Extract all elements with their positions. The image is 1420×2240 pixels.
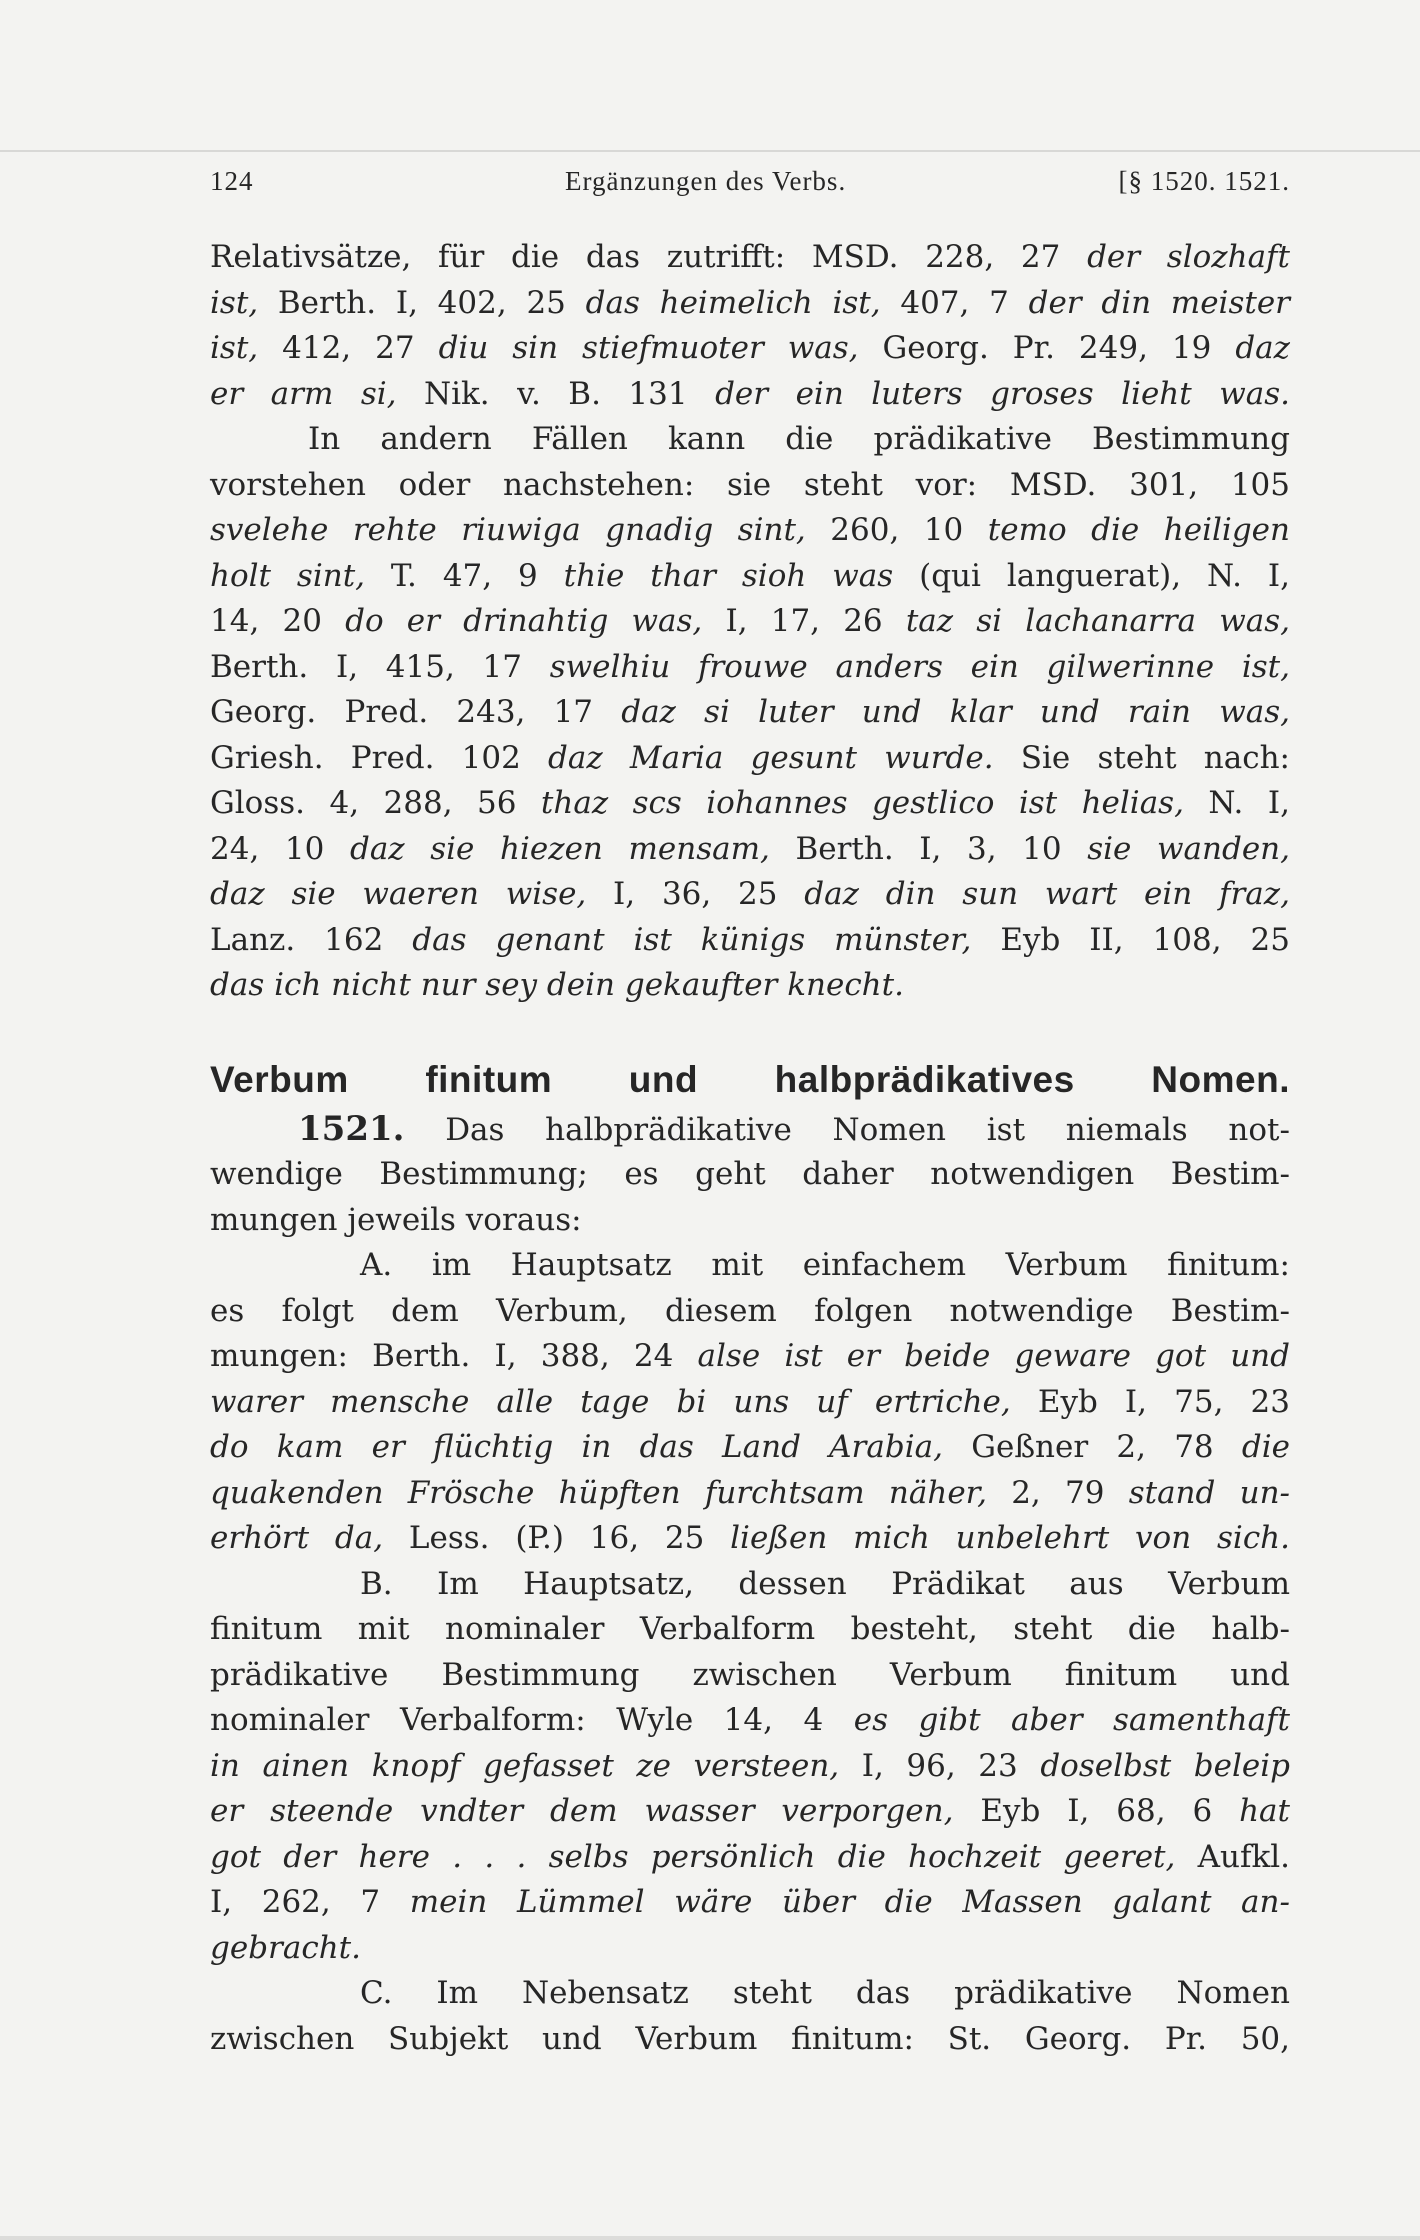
text-line: [210, 1243, 1290, 1289]
line-text: nominaler Verbalform: Wyle 14, 4: [210, 1702, 854, 1738]
cited-text-italic: erhört da,: [210, 1520, 384, 1556]
line-text: es folgt dem Verbum, diesem folgen notwendige Bestim-: [210, 1292, 1290, 1329]
line-text: (qui languerat), N. I,: [893, 557, 1290, 594]
line-text: 412, 27: [258, 330, 439, 366]
line-text: Sie steht nach:: [993, 739, 1291, 776]
text-line: [210, 508, 1290, 554]
cited-text-italic: daz si luter und klar und rain was,: [621, 694, 1290, 730]
cited-text-italic: alse ist er beide geware got und: [697, 1338, 1290, 1374]
text-line: [210, 599, 1290, 645]
cited-text-italic: das genant ist künigs münster,: [412, 921, 972, 958]
paragraph-relative-clauses: [210, 235, 1290, 417]
cited-text-italic: holt sint,: [210, 557, 366, 594]
text-line: [210, 1425, 1290, 1471]
text-line: [210, 645, 1290, 691]
line-text: Berth. I, 3, 10: [769, 830, 1088, 867]
line-text: wendige Bestimmung; es geht daher notwendigen Bestim-: [210, 1156, 1290, 1192]
line-text: I, 96, 23: [839, 1747, 1041, 1784]
line-text: C. Im Nebensatz steht das prädikative Nomen: [360, 1975, 1290, 2011]
cited-text-italic: do er drinahtig was,: [345, 603, 703, 639]
cited-text-italic: hat: [1239, 1793, 1290, 1829]
section-number: 1521.: [298, 1108, 405, 1149]
cited-text-italic: thaz scs iohannes gestlico ist helias,: [540, 785, 1184, 821]
cited-text-italic: taz si lachanarra was,: [905, 603, 1290, 639]
text-line: [210, 1289, 1290, 1335]
cited-text-italic: es gibt aber samenthaft: [853, 1702, 1290, 1738]
line-text: 14, 20: [210, 603, 346, 639]
line-text: 24, 10: [210, 830, 350, 867]
paragraph-1521: [210, 1152, 1290, 1243]
line-text: finitum mit nominaler Verbalform besteht, steht die halb-: [210, 1611, 1290, 1647]
text-line: [210, 1926, 1290, 1972]
paragraph-c: [210, 1971, 1290, 2062]
cited-text-italic: do kam er flüchtig in das Land Arabia,: [210, 1429, 943, 1465]
text-line: [210, 918, 1290, 964]
text-line: [210, 1516, 1290, 1562]
cited-text-italic: der slozhaft: [1087, 239, 1290, 275]
cited-text-italic: daz sie hiezen mensam,: [349, 830, 770, 867]
line-text: Griesh. Pred. 102: [210, 739, 549, 776]
text-line: [210, 1971, 1290, 2017]
page-edge-shadow: [0, 150, 1420, 152]
text-line: [210, 690, 1290, 736]
cited-text-italic: swelhiu frouwe anders ein gilwerinne ist,: [549, 648, 1290, 685]
section-reference: [§ 1520. 1521.: [1118, 166, 1290, 196]
line-text: Georg. Pred. 243, 17: [210, 694, 622, 730]
running-header: [210, 166, 1290, 206]
text-line: [210, 1471, 1290, 1517]
text-line: [210, 1152, 1290, 1198]
line-text: I, 17, 26: [702, 603, 906, 639]
line-text: Eyb I, 75, 23: [1010, 1383, 1290, 1420]
text-line: [210, 417, 1290, 463]
line-text: prädikative Bestimmung zwischen Verbum finitum und: [210, 1656, 1290, 1693]
line-text: Nik. v. B. 131: [396, 375, 716, 412]
text-line: [210, 372, 1290, 418]
text-line: [210, 235, 1290, 281]
text-line: [210, 1698, 1290, 1744]
line-text: Less. (P.) 16, 25: [383, 1520, 731, 1556]
line-text: Geßner 2, 78: [942, 1429, 1242, 1465]
cited-text-italic: ließen mich unbelehrt von sich.: [730, 1520, 1291, 1556]
paragraph-predicative-position: [210, 417, 1290, 1009]
line-text: B. Im Hauptsatz, dessen Prädikat aus Verbum: [360, 1565, 1290, 1602]
text-line: [210, 326, 1290, 372]
line-text: Eyb I, 68, 6: [953, 1793, 1240, 1829]
text-line: [210, 1880, 1290, 1926]
cited-text-italic: daz: [1235, 330, 1290, 366]
line-text: mungen jeweils voraus:: [210, 1201, 582, 1238]
text-line: [210, 1789, 1290, 1835]
cited-text-italic: gebracht.: [210, 1929, 361, 1966]
line-text: Georg. Pr. 249, 19: [858, 330, 1236, 366]
cited-text-italic: in ainen knopf gefasset ze versteen,: [210, 1747, 840, 1784]
text-line: [210, 1562, 1290, 1608]
cited-text-italic: daz din sun wart ein fraz,: [804, 876, 1290, 912]
cited-text-italic: stand un-: [1128, 1474, 1291, 1511]
cited-text-italic: daz sie waeren wise,: [210, 876, 587, 912]
text-line: [210, 1835, 1290, 1881]
cited-text-italic: svelehe rehte riuwiga gnadig sint,: [210, 512, 806, 548]
cited-text-italic: der ein luters groses lieht was.: [715, 375, 1290, 412]
text-line: [210, 1198, 1290, 1244]
text-line: [210, 781, 1290, 827]
line-text: Aufkl.: [1175, 1838, 1290, 1875]
text-line: [210, 963, 1290, 1009]
line-text: A. im Hauptsatz mit einfachem Verbum finitum:: [360, 1247, 1290, 1283]
cited-text-italic: thie thar sioh was: [563, 557, 894, 594]
cited-text-italic: er steende vndter dem wasser verporgen,: [210, 1793, 954, 1829]
cited-text-italic: das heimelich ist,: [585, 284, 881, 321]
line-text: 2, 79: [986, 1474, 1129, 1511]
line-text: T. 47, 9: [365, 557, 564, 594]
cited-text-italic: quakenden Frösche hüpften furchtsam näher,: [210, 1474, 987, 1511]
line-text: vorstehen oder nachstehen: sie steht vor: MSD. 301, 105: [210, 466, 1290, 503]
cited-text-italic: mein Lümmel wäre über die Massen galant an-: [409, 1884, 1290, 1920]
line-text: I, 262, 7: [210, 1884, 410, 1920]
line-text: In andern Fällen kann die prädikative Bestimmung: [308, 421, 1290, 457]
text-line: [210, 1380, 1290, 1426]
line-text: mungen: Berth. I, 388, 24: [210, 1338, 698, 1374]
cited-text-italic: ist,: [210, 330, 259, 366]
cited-text-italic: der din meister: [1028, 284, 1290, 321]
cited-text-italic: daz Maria gesunt wurde.: [548, 739, 994, 776]
line-text: I, 36, 25: [586, 876, 805, 912]
line-text: Gloss. 4, 288, 56: [210, 785, 541, 821]
text-line: [210, 2017, 1290, 2063]
text-line: [210, 827, 1290, 873]
line-text: Relativsätze, für die das zutrifft: MSD. 228, 27: [210, 239, 1088, 275]
cited-text-italic: ist,: [210, 284, 259, 321]
cited-text-italic: warer mensche alle tage bi uns uf ertriche,: [210, 1383, 1011, 1420]
cited-text-italic: doselbst beleip: [1040, 1747, 1291, 1784]
section-heading: Verbum finitum und halbprädikatives Nomen.: [210, 1058, 1290, 1100]
text-line: [210, 1653, 1290, 1699]
paragraph-a: [210, 1243, 1290, 1562]
cited-text-italic: er arm si,: [210, 375, 397, 412]
text-body: [210, 235, 1290, 2062]
text-line: [210, 872, 1290, 918]
line-text: Das halbprädikative Nomen ist niemals not-: [404, 1111, 1290, 1148]
line-text: Lanz. 162: [210, 921, 413, 958]
line-text: Berth. I, 402, 25: [258, 284, 586, 321]
text-line: [210, 736, 1290, 782]
text-line: [210, 1607, 1290, 1653]
line-text: N. I,: [1183, 785, 1290, 821]
paragraph-b: [210, 1562, 1290, 1972]
cited-text-italic: got der here . . . selbs persönlich die hochzeit geeret,: [210, 1838, 1176, 1875]
cited-text-italic: sie wanden,: [1087, 830, 1291, 867]
cited-text-italic: die: [1241, 1429, 1290, 1465]
text-line: [210, 1744, 1290, 1790]
page-number: 124: [210, 166, 254, 196]
page-bottom-edge: [0, 2236, 1420, 2240]
line-text: Eyb II, 108, 25: [971, 921, 1290, 958]
text-line: [210, 554, 1290, 600]
text-line: [210, 281, 1290, 327]
text-line: [210, 1334, 1290, 1380]
text-line: [210, 463, 1290, 509]
line-text: zwischen Subjekt und Verbum finitum: St. Georg. Pr. 50,: [210, 2020, 1290, 2057]
line-text: Berth. I, 415, 17: [210, 648, 550, 685]
cited-text-italic: das ich nicht nur sey dein gekaufter knecht.: [210, 967, 904, 1003]
running-title: Ergänzungen des Verbs.: [565, 166, 847, 196]
line-text: 260, 10: [805, 512, 988, 548]
cited-text-italic: diu sin stiefmuoter was,: [438, 330, 859, 366]
section-1521-first-line: [210, 1107, 1290, 1153]
line-text: 407, 7: [880, 284, 1029, 321]
cited-text-italic: temo die heiligen: [987, 512, 1290, 548]
